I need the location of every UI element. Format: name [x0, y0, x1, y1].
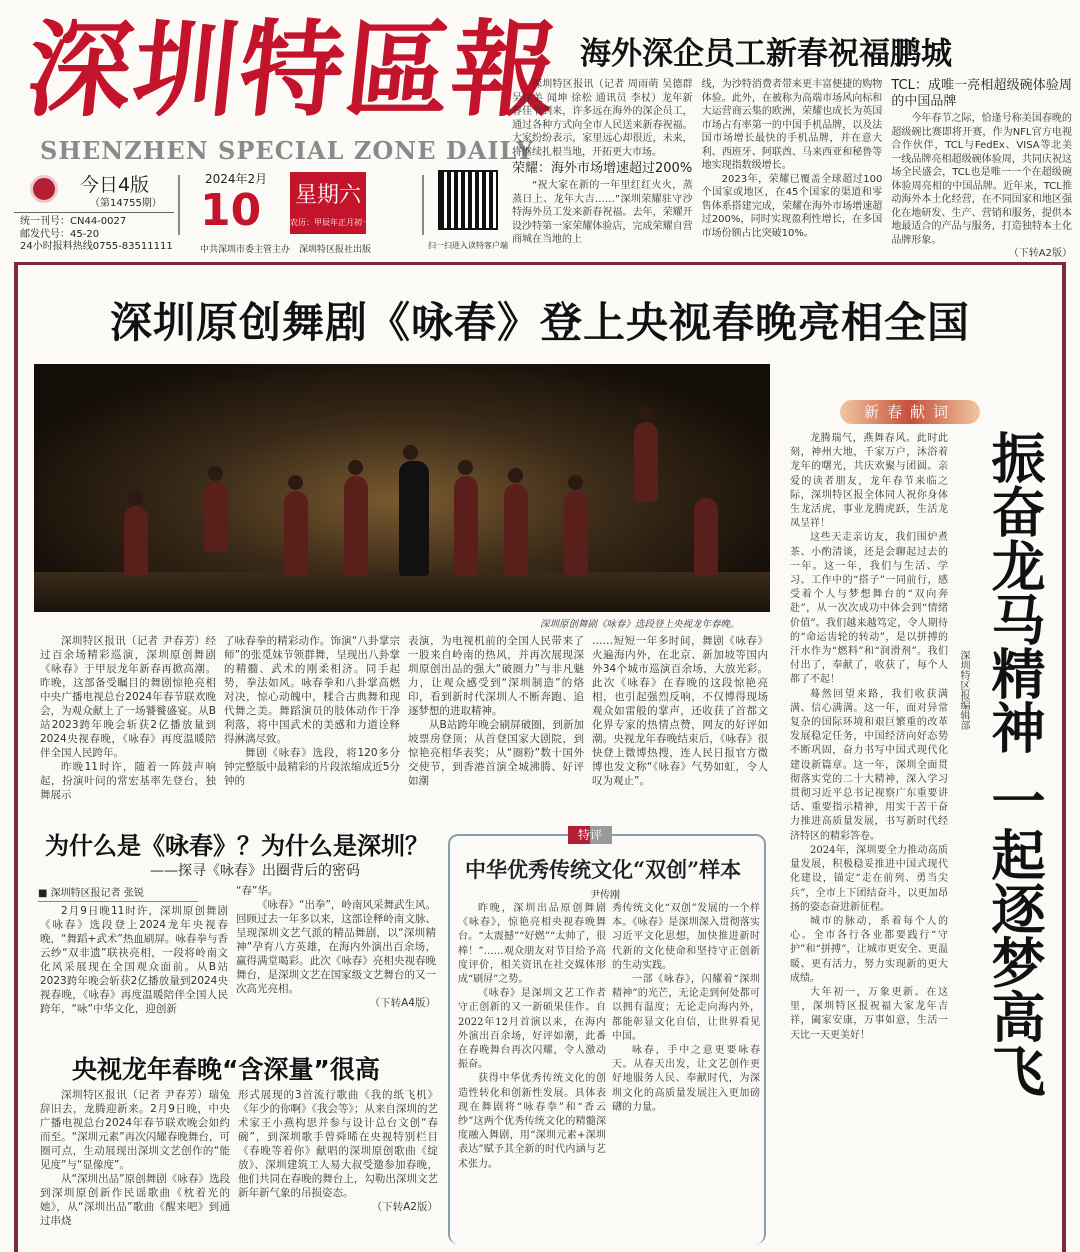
paragraph: 线，为沙特消费者带来更丰富便捷的购物体验。此外，在被称为高端市场风向标和大运营商云集的欧洲，荣耀也成长为英国市场占有率第一的中国手机品牌，以及法国市场增长最快的手机品牌，并在意大利、西班牙、阿联酋、马来西亚和秘鲁等地实现指数级增长。 [701, 79, 883, 171]
page-count: 今日4版 [80, 174, 150, 196]
date-day: 10 [200, 185, 262, 236]
hotline: 24小时报料热线0755-83511111 [20, 241, 173, 252]
paragraph: 《咏春》是深圳文艺工作者守正创新的又一新硕果佳作。自2022年12月首演以来，在海内外演出百余场，好评如潮，此番在春晚舞台再次闪耀，令人激动振奋。 [458, 988, 606, 1071]
paragraph: 秀传统文化“双创”发展的一个样本。《咏春》是深圳深入贯彻落实习近平文化思想，加快推进新时代新的文化使命和坚持守正创新的生动实践。 [612, 903, 760, 971]
feature-column-1 [40, 904, 228, 1016]
paragraph: 获得中华优秀传统文化的创造性转化和创新性发展。具体表现在舞剧将“咏春拳”和“香云纱”这两个优秀传统文化的精髓深度融入舞剧，用“深圳元素+深圳表达”赋予其全新的时代内涵与艺术张力。 [458, 1073, 606, 1170]
dancer [454, 476, 478, 576]
paragraph: 深圳特区报讯（记者 尹春芳）瑞兔辞旧去，龙腾迎新来。2月9日晚，中央广播电视总台2024年春节联欢晚会如约而至。“深圳元素”再次闪耀春晚舞台，可圈可点，生动展现出深圳文艺创作的“能见度”与“显像度”。 [40, 1089, 230, 1171]
paragraph: 这些天走亲访友，我们围炉煮茶、小酌清谈，还是会聊起过去的一年。这一年，我们与生活、学习、工作中的“搭子”一同前行，感受着个人与梦想舞台的“双向奔赴”，从一次次成功中体会到“情绪价值”。我们越来越笃定，令人期待的“命运齿轮的转动”，是以拼搏的汗水作为“燃料”和“润滑剂”。我们付出了，奉献了，收获了，每个人都了不起！ [790, 532, 948, 686]
subheading: TCL：成唯一亮相超级碗体验周的中国品牌 [891, 78, 1072, 109]
commentary-column-1 [458, 902, 606, 1172]
newspaper-english-name: SHENZHEN SPECIAL ZONE DAILY [40, 136, 535, 165]
weekday-box [290, 172, 370, 234]
paragraph: 了咏春拳的精彩动作。饰演“八卦掌宗师”的张觅妹节领群舞，呈现出八卦掌的精髓、武术的刚柔相济。同手起势，拳法如风。咏春拳和八卦掌高燃对决，惊心动魄中，糅合古典舞和现代舞之美。舞蹈演员的肢体动作干净利落，将中国武术的美感和力道诠释得淋漓尽致。 [224, 635, 400, 745]
paragraph: 昨晚，深圳出品原创舞剧《咏春》，惊艳亮相央视春晚舞台。“太震撼”“好燃”“太帅了，很棒！”……观众朋友对节目给予高度评价，相关资讯在社交媒体形成“刷屏”之势。 [458, 903, 606, 986]
divider [178, 175, 180, 235]
dancer [124, 506, 148, 576]
greeting-byline: 深圳特区报编辑部 [958, 650, 969, 730]
lead-column-4 [592, 634, 768, 788]
newspaper-logo: 深圳特區報 [21, 8, 565, 131]
top-story-body [512, 78, 1072, 261]
subheading: 荣耀：海外市场增速超过200% [512, 161, 693, 176]
paragraph: 从“深圳出品”原创舞剧《咏春》选段到深圳原创新作民谣歌曲《枕着光的她》，从“深圳出品”歌曲《醒来吧》到通过串烧 [40, 1173, 230, 1227]
jump-line: （下转A4版） [369, 997, 436, 1009]
paragraph: 形式展现的3首流行歌曲《我的纸飞机》《年少的你啊》《我会等》；从来自深圳的艺术家王小燕构思并参与设计总台文创“春碗”，到深圳歌手曾舜晞在央视特别栏目《春晚等着你》献唱的深圳原创歌曲《绽放》、深圳建筑工人易大叔受邀参加春晚，他们共同在春晚的舞台上，勾勒出深圳文艺新年新气象的吊损姿态。 [238, 1089, 438, 1199]
paragraph: 蓦然回望来路，我们收获满满、信心满满。这一年，面对异常复杂的国际环境和艰巨繁重的改革发展稳定任务，中国经济向好态势不断巩固，奋力书写中国式现代化建设新篇章。这一年，深圳全面贯彻落实党的二十大精神，深入学习贯彻习近平总书记视察广东重要讲话、重要指示精神，用实干苦干奋力推进高质量发展，书写新时代经济特区的精彩答卷。 [790, 688, 948, 842]
paragraph: 2月9日晚11时许，深圳原创舞剧《咏春》选段登上2024龙年央视春晚，“舞蹈+武术”热血刷屏。咏春拳与香云纱“双非遗”联袂亮相，一段将岭南文化风采展现在全国观众面前。从B站2023跨年晚会斩获2亿播放量到2024央视春晚，《咏春》再度温暖陪伴全国人民跨年，“咏”中华文化，迎创新 [40, 905, 228, 1015]
qr-code[interactable] [440, 172, 496, 228]
paragraph: 昨晚11时许，随着一阵鼓声响起，扮演叶问的常宏基率先登台，独舞展示 [40, 761, 216, 801]
gala-column-2 [238, 1088, 438, 1214]
paragraph: 城市的脉动，系着每个人的心。全市各行各业都要践行“守护”和“拼搏”，让城市更安全、更温暖、更有活力，努力实现新的更大成绩。 [790, 915, 948, 984]
greeting-banner: 新春献词 [840, 400, 980, 424]
paragraph: 大年初一，万象更新。在这里，深圳特区报祝福大家龙年吉祥，阖家安康，万事如意，生活一天比一天更美好！ [790, 986, 948, 1041]
feature-byline: ■ 深圳特区报记者 张锐 [38, 884, 198, 902]
postal-code: 邮发代号：45-20 [20, 228, 100, 240]
lead-headline: 深圳原创舞剧《咏春》登上央视春晚亮相全国 [109, 298, 970, 347]
paragraph: “春”华。 [236, 885, 279, 897]
paragraph: 《咏春》“出拳”，岭南风采舞武生风。回顾过去一年多以来，这部诠释岭南文脉、呈现深圳文艺气派的精品舞剧，以“深圳精神”孕育八方英雄，在海内外演出百余场，赢得满堂喝彩。此次《咏春》亮相央视春晚舞台，是深圳文艺在国家级文艺舞台的又一次高光亮相。 [236, 899, 436, 995]
paragraph: ……短短一年多时间，舞剧《咏春》火遍海内外，在北京、新加坡等国内外34个城市巡演百余场，大放光彩。此次《咏春》在春晚的这段惊艳亮相，也引起强烈反响，不仅博得现场观众如雷般的掌声，还收获了首都文化界专家的热情点赞，网友的好评如潮。央视龙年春晚结束后，《咏春》很快登上微博热搜，连人民日报官方微博也发文称“《咏春》气势如虹，令人叹为观止”。 [592, 635, 768, 787]
dancer [564, 491, 588, 576]
dancer [504, 484, 528, 576]
lead-column-3 [408, 634, 584, 788]
byline: 深圳特区报记者 张锐 [50, 888, 144, 899]
lead-column-1 [40, 634, 216, 802]
commentary-headline: 中华优秀传统文化“双创”样本 [465, 857, 742, 882]
lead-column-2 [224, 634, 400, 788]
paragraph: 深圳特区报讯（记者 周雨萌 吴德群 吴徐美 闻坤 徐松 通讯员 李杖）龙年新春佳节到来，许多远在海外的深企员工，通过各种方式向全市人民送来新春祝福。大家纷纷表示，家里远心却很近，未来，将继续扎根当地，开拓更大市场。 [512, 79, 693, 158]
sponsor-line: 中共深圳市委主管主办 深圳特区报社出版 [200, 245, 372, 255]
divider [14, 212, 174, 213]
feature-subhead: ——探寻《咏春》出圈背后的密码 [150, 863, 360, 879]
gala-headline: 央视龙年春晚“含深量”很高 [72, 1055, 380, 1084]
lunar-date: 农历：甲辰年正月初一 [290, 218, 370, 227]
date-year-month: 2024年2月 [205, 172, 268, 186]
paragraph: 深圳特区报讯（记者 尹春芳）经过百余场精彩巡演，深圳原创舞剧《咏春》于甲辰龙年新春再掀高潮。昨晚，这部备受瞩目的舞剧惊艳亮相中央广播电视总台2024年春节联欢晚会，为观众献上了一场饕餮盛宴。从B站2023跨年晚会斩获2亿播放量到2024央视春晚，《咏春》再度温暖陪伴全国人民跨年。 [40, 635, 216, 759]
jump-line: （下转A2版） [1008, 248, 1072, 259]
paragraph: 一部《咏春》，闪耀着“深圳精神”的光芒，无论走到何处都可以拥有温度；无论走向海内外，都能彰显文化自信，让世界看见中国。 [612, 974, 760, 1042]
dancer [694, 498, 718, 576]
greeting-title: 振奋龙马精神 一起逐梦高飞 [983, 430, 1046, 1097]
paragraph: 2023年，荣耀已覆盖全球超过100个国家或地区，在45个国家的渠道和零售体系搭建完成，荣耀在海外市场增速超过200%，同时实现盈利性增长，在多国市场份额占比突破10%。 [701, 173, 883, 239]
dancer [204, 482, 228, 552]
publication-info [20, 216, 173, 254]
greeting-text [790, 432, 948, 1043]
paragraph: 舞剧《咏春》选段，将120多分钟完整版中最精彩的片段浓缩成近5分钟的 [224, 747, 400, 787]
commentary-column-2 [612, 902, 760, 1115]
cn-number: 统一刊号：CN44-0027 [20, 216, 127, 227]
feature-column-2 [236, 884, 436, 1010]
paragraph: 2024年，深圳要全力推动高质量发展，积极稳妥推进中国式现代化建设，锚定“走在前列、勇当尖兵”，全市上下团结奋斗，以更加昂扬的姿态奋进新征程。 [790, 844, 948, 913]
commentary-author: 尹传刚 [590, 890, 620, 901]
stage [34, 572, 770, 612]
weekday: 星期六 [294, 183, 361, 208]
photo-caption: 深圳原创舞剧《咏春》选段登上央视龙年春晚。 [540, 619, 740, 630]
newspaper-seal-icon [30, 175, 58, 203]
top-story-headline: 海外深企员工新春祝福鹏城 [580, 36, 952, 72]
paragraph: “祝大家在新的一年里红红火火，蒸蒸日上、龙年大吉……”深圳荣耀驻守沙特海外员工发来新春祝福。去年，荣耀开设沙特第一家荣耀体验店，完成荣耀自营商城在当地的上 [512, 180, 693, 245]
dancer [284, 491, 308, 576]
dance-photo [34, 364, 770, 612]
paragraph: 咏春，手中之意更要咏春天。从春天出发，让文艺创作更好地服务人民、奉献时代，为深圳文化的高质量发展注入更加磅礴的力量。 [612, 1045, 760, 1113]
dancer [344, 476, 368, 576]
paragraph: 从B站跨年晚会刷屏破圈，到新加坡票房登顶；从首登国家大剧院，到惊艳亮相华表奖；从“圈粉”数十国外交使节，到香港首演全城沸腾、好评如潮 [408, 719, 584, 787]
issue-number: （第14755期） [90, 198, 162, 209]
jump-line: （下转A2版） [371, 1201, 438, 1213]
paragraph: 龙腾瑞气，燕舞春风。此时此刻，神州大地，千家万户，沐浴着龙年的曙光，共庆欢聚与团圆。亲爱的读者朋友，龙年春节来临之际，深圳特区报全体同人祝你身体生龙活虎，事业龙腾虎跃，生活龙凤呈祥！ [790, 433, 948, 530]
paragraph: 今年春节之际，恰逢号称美国春晚的超级碗比赛即将开赛，作为NFL官方电视合作伙伴，TCL与FedEx、VISA等北美一线品牌亮相超级碗体验周，共同庆祝这场全民盛会，TCL也是唯一一个在超级碗体验周亮相的中国品牌。近年来，TCL推动海外本土化经营，在不同国家和地区强化在地研发、生产、营销和服务，提供本地最适合的产品与服务，打造独特本土化品牌形象。 [891, 113, 1072, 246]
qr-label: 扫一扫进入读特客户端 [428, 241, 508, 250]
dancer [634, 422, 658, 502]
gala-column-1 [40, 1088, 230, 1228]
divider [422, 175, 424, 235]
paragraph: 表演，为电视机前的全国人民带来了一股来自岭南的热风，并再次展现深圳原创出品的强大“破圈力”与非凡魅力，让观众感受到“深圳制造”的烙印，看到新时代深圳人不断奔跑、追逐梦想的进取精神。 [408, 635, 584, 717]
feature-headline: 为什么是《咏春》？为什么是深圳？ [45, 832, 429, 860]
commentary-tag: 特评 [568, 826, 612, 844]
dancer [399, 461, 429, 576]
